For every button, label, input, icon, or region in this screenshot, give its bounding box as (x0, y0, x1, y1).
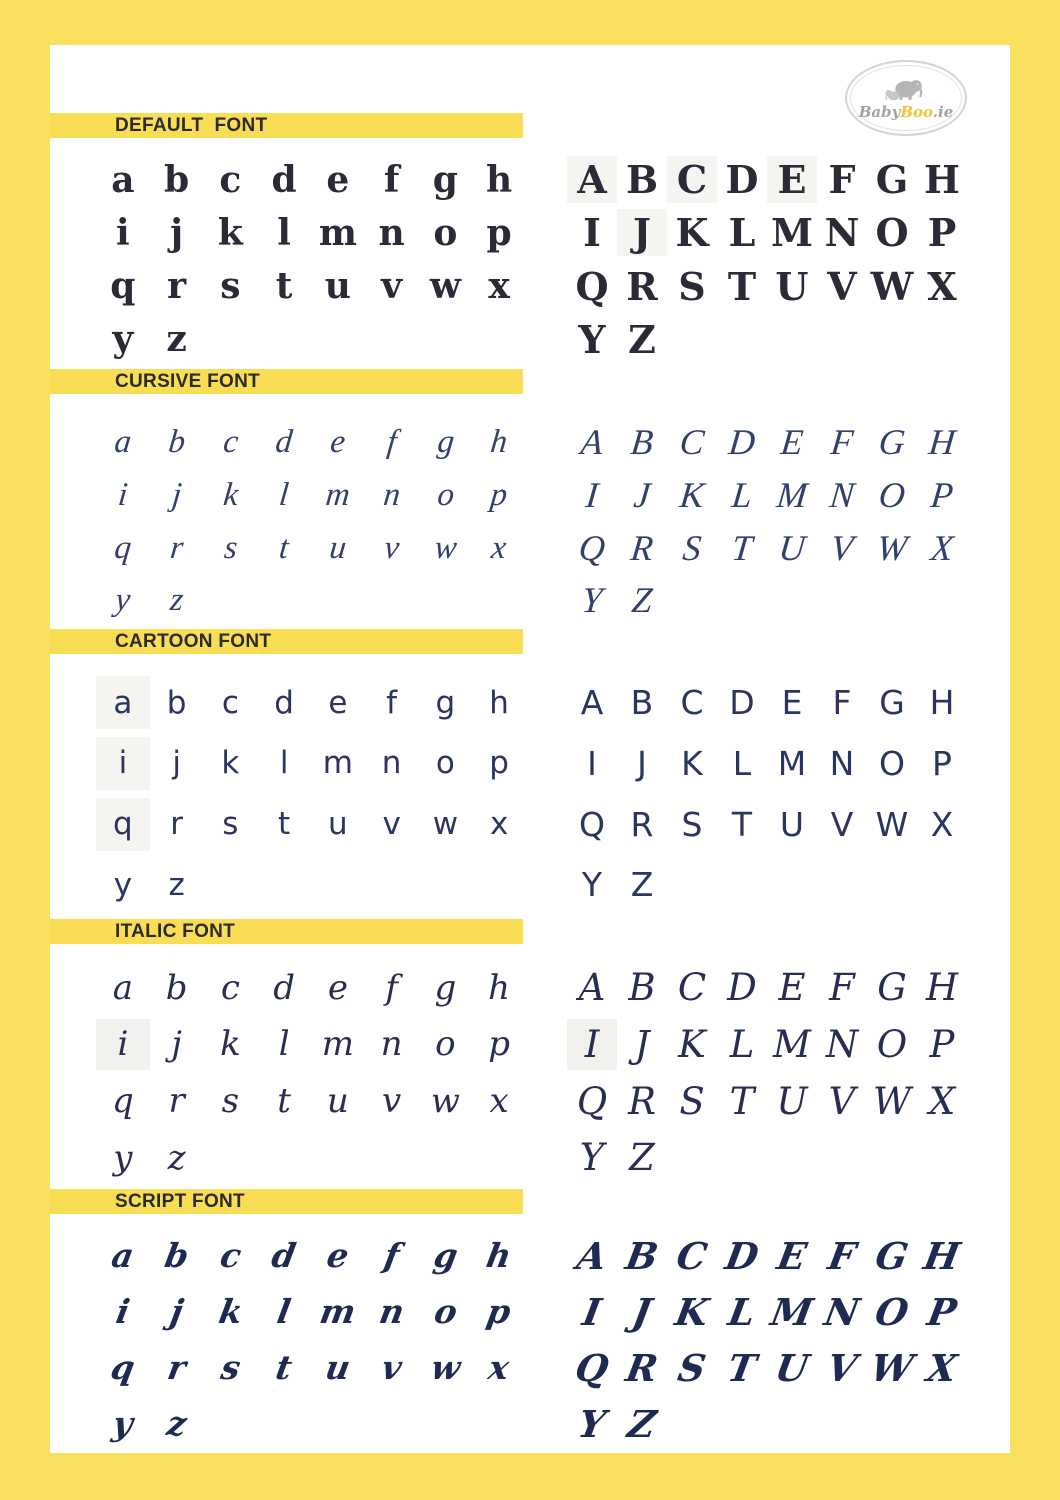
brand-part-baby: Baby (858, 103, 901, 121)
letter-cell: d (274, 423, 295, 460)
letter-cell: u (324, 265, 351, 307)
letter-cell: l (277, 211, 291, 254)
uppercase-grid (567, 1228, 967, 1452)
letter-cell: x (489, 529, 509, 565)
letter-cell: v (382, 806, 401, 842)
letter-cell: x (488, 265, 510, 307)
lowercase-grid (96, 676, 526, 919)
letter-cell: m (324, 476, 352, 513)
letter-cell: y (113, 866, 133, 903)
letter-cell: l (278, 1024, 290, 1065)
section-italic-font (50, 919, 1010, 1189)
letter-cell: Y (578, 316, 606, 362)
letter-cell: w (432, 529, 459, 565)
letter-cell: k (221, 745, 240, 782)
section-script-font (50, 1189, 1010, 1452)
letter-cell: b (166, 684, 187, 721)
letter-cell: Q (576, 1079, 608, 1123)
letter-cell: a (108, 1236, 138, 1275)
letter-cell: n (376, 1292, 408, 1331)
letter-cell: p (488, 1024, 510, 1065)
letter-cell: k (217, 211, 243, 254)
section-cartoon-font (50, 629, 1010, 919)
letter-cell: Z (629, 1136, 655, 1180)
letter-cell: I (587, 743, 597, 783)
letter-cell: Z (628, 316, 656, 362)
brand-text (859, 105, 954, 120)
letter-cell: E (778, 422, 806, 462)
letter-cell: R (622, 1345, 662, 1390)
letter-cell: j (171, 1024, 182, 1065)
letter-cell: w (429, 265, 461, 307)
letter-cell: I (583, 474, 601, 515)
letter-cell: s (222, 529, 239, 565)
letter-cell: p (484, 1292, 515, 1331)
letter-cell: e (328, 684, 348, 721)
letter-cell: h (483, 1236, 515, 1275)
letter-cell: P (932, 743, 952, 783)
letter-cell: r (170, 806, 183, 842)
letter-cell: K (672, 1289, 712, 1334)
letter-cell: s (217, 1348, 244, 1387)
section-header-bar (50, 369, 523, 394)
letter-cell: A (567, 156, 617, 203)
letter-cell: x (485, 1348, 513, 1387)
letter-cell: a (112, 967, 134, 1008)
letter-cell: I (583, 210, 601, 256)
letter-cell: g (432, 158, 458, 201)
letter-cell: X (927, 263, 957, 309)
letter-cell: i (96, 1019, 150, 1070)
letter-cell: l (274, 1292, 294, 1331)
letter-cell: J (634, 1022, 650, 1066)
letter-cell: D (727, 966, 757, 1009)
letter-cell: r (168, 529, 185, 565)
letter-cell: b (166, 423, 187, 460)
letter-cell: L (729, 474, 755, 515)
letter-cell: A (580, 683, 604, 722)
letter-cell: f (386, 684, 398, 721)
letter-cell: q (96, 798, 150, 851)
letter-cell: g (430, 1236, 461, 1275)
letter-cell: K (677, 474, 707, 515)
letter-cell: d (269, 1236, 300, 1275)
letter-cell: Q (571, 1345, 612, 1390)
letter-cell: M (774, 474, 810, 515)
letter-cell: V (830, 804, 854, 844)
letter-cell: H (926, 422, 958, 462)
letter-cell: n (381, 476, 402, 513)
letter-cell: G (876, 422, 908, 462)
letter-cell: Y (579, 580, 605, 621)
letter-cell: S (678, 263, 706, 309)
letter-cell: e (326, 158, 350, 201)
letter-cell: J (637, 743, 647, 783)
letter-cell: r (168, 1081, 185, 1121)
letter-cell: J (631, 474, 653, 515)
letter-cell: D (726, 422, 758, 462)
letter-cell: T (727, 263, 757, 309)
letter-cell: S (679, 1079, 705, 1123)
letter-cell: F (828, 422, 856, 462)
letter-cell: B (622, 1233, 662, 1278)
letter-cell: L (728, 210, 756, 256)
letter-cell: b (165, 967, 188, 1008)
letter-cell: M (773, 1022, 811, 1066)
letter-cell: a (111, 158, 135, 201)
letter-cell: u (326, 1081, 349, 1121)
letter-cell: X (923, 1345, 961, 1390)
letter-cell: V (823, 1345, 861, 1390)
letter-cell: K (675, 210, 709, 256)
section-default-font (50, 113, 1010, 369)
letter-cell: c (219, 158, 242, 201)
letter-cell: C (680, 683, 704, 722)
letter-cell: z (167, 1137, 186, 1178)
letter-cell: W (867, 1345, 917, 1390)
letter-cell: F (824, 1233, 860, 1278)
letter-cell: h (489, 684, 509, 721)
section-cursive-font (50, 369, 1010, 629)
lowercase-grid (96, 418, 526, 629)
letter-cell: z (168, 866, 185, 903)
section-title: CARTOON FONT (115, 630, 272, 652)
letter-cell: g (435, 684, 456, 721)
letter-cell: E (778, 966, 806, 1009)
letter-cell: e (328, 423, 348, 460)
letter-cell: d (273, 967, 295, 1008)
letter-cell: e (323, 1236, 352, 1275)
letter-cell: n (378, 211, 405, 254)
section-title: ITALIC FONT (115, 920, 236, 942)
letter-cell: t (273, 1348, 296, 1387)
letter-cell: c (220, 967, 240, 1008)
letter-cell: o (430, 1292, 460, 1331)
letter-cell: B (628, 966, 656, 1009)
letter-cell: G (875, 157, 909, 202)
letter-cell: Z (630, 865, 654, 905)
letter-cell: F (828, 157, 856, 202)
letter-cell: T (729, 527, 755, 568)
letter-cell: z (166, 318, 187, 361)
letter-cell: s (222, 806, 239, 842)
letter-cell: w (430, 1081, 460, 1121)
section-title: CURSIVE FONT (115, 370, 261, 392)
letter-cell: f (381, 1236, 403, 1275)
letter-cell: A (578, 422, 606, 462)
letter-cell: Q (576, 527, 608, 568)
letter-cell: s (220, 265, 241, 307)
letter-cell: O (875, 210, 909, 256)
letter-samples (50, 1214, 1010, 1452)
letter-cell: n (380, 1024, 403, 1065)
letter-cell: C (667, 156, 717, 203)
letter-cell: c (221, 423, 240, 460)
letter-samples (50, 394, 1010, 629)
letter-cell: v (381, 265, 403, 307)
letter-cell: Y (579, 1136, 605, 1180)
letter-cell: R (626, 263, 658, 309)
letter-cell: z (168, 581, 185, 618)
letter-cell: Q (579, 804, 605, 844)
letter-cell: h (488, 967, 511, 1008)
letter-cell: a (96, 676, 150, 729)
letter-cell: j (172, 745, 181, 782)
section-header-bar (50, 629, 523, 654)
letter-cell: G (877, 966, 907, 1009)
letter-cell: S (674, 1345, 710, 1390)
letter-cell: K (678, 1022, 706, 1066)
lowercase-grid (96, 962, 526, 1189)
letter-cell: B (630, 683, 654, 722)
letter-cell: Y (574, 1401, 610, 1446)
letter-cell: q (112, 529, 134, 565)
letter-cell: v (382, 529, 401, 565)
letter-cell: T (724, 1345, 760, 1390)
brand-part-boo: Boo (900, 103, 933, 121)
letter-cell: j (170, 476, 184, 513)
letter-samples (50, 944, 1010, 1189)
letter-cell: t (278, 806, 291, 842)
letter-cell: y (113, 581, 133, 618)
babyboo-logo (845, 60, 967, 136)
letter-cell: N (827, 474, 857, 515)
letter-cell: b (161, 1236, 192, 1275)
letter-cell: I (579, 1289, 605, 1334)
letter-cell: b (164, 158, 190, 201)
letter-cell: O (879, 743, 905, 783)
letter-cell: J (629, 1289, 655, 1334)
letter-cell: W (870, 263, 914, 309)
letter-cell: H (920, 1233, 964, 1278)
letter-cell: p (486, 211, 512, 254)
letter-cell: L (725, 1289, 759, 1334)
letter-cell: G (872, 1233, 912, 1278)
letter-cell: y (109, 1404, 136, 1443)
letter-cell: f (385, 423, 399, 460)
letter-cell: p (489, 745, 509, 782)
letter-samples (50, 654, 1010, 919)
uppercase-grid (567, 156, 967, 369)
letter-cell: H (929, 683, 955, 722)
letter-cell: R (628, 527, 656, 568)
letter-cell: m (321, 1024, 354, 1065)
letter-cell: E (781, 683, 803, 722)
section-title: SCRIPT FONT (115, 1190, 245, 1212)
letter-cell: t (277, 1081, 291, 1121)
letter-cell: U (779, 804, 805, 844)
letter-cell: N (829, 743, 855, 783)
letter-cell: u (328, 806, 348, 842)
uppercase-grid (567, 676, 967, 919)
letter-cell: d (271, 158, 297, 201)
letter-cell: x (489, 1081, 509, 1121)
letter-cell: Q (575, 263, 609, 309)
letter-cell: U (776, 1079, 808, 1123)
letter-cell: q (107, 1348, 138, 1387)
letter-cell: M (777, 743, 807, 783)
letter-samples (50, 138, 1010, 369)
letter-cell: a (112, 423, 134, 460)
letter-cell: r (164, 1348, 189, 1387)
brand-part-ie: .ie (932, 103, 954, 121)
letter-cell: Z (624, 1401, 660, 1446)
section-header-bar (50, 919, 523, 944)
letter-cell: x (489, 806, 509, 842)
letter-cell: o (435, 476, 456, 513)
letter-cell: i (116, 476, 130, 513)
letter-cell: o (435, 745, 455, 782)
letter-cell: H (925, 966, 959, 1009)
letter-cell: E (767, 156, 817, 203)
letter-cell: n (381, 745, 402, 782)
uppercase-grid (567, 418, 967, 629)
letter-cell: N (824, 210, 860, 256)
lowercase-grid (96, 1228, 526, 1452)
letter-cell: z (163, 1404, 190, 1443)
letter-cell: C (677, 966, 707, 1009)
letter-cell: R (628, 1079, 656, 1123)
letter-cell: D (725, 157, 759, 202)
letter-cell: k (215, 1292, 246, 1331)
letter-cell: j (170, 211, 184, 254)
letter-cell: N (821, 1289, 863, 1334)
letter-cell: P (928, 474, 956, 515)
letter-cell: C (677, 422, 707, 462)
letter-cell: S (680, 527, 704, 568)
section-header-bar (50, 1189, 523, 1214)
letter-cell: A (578, 966, 606, 1009)
letter-cell: O (876, 1022, 908, 1066)
letter-cell: c (216, 1236, 244, 1275)
letter-cell: T (731, 804, 753, 844)
letter-cell: E (774, 1233, 810, 1278)
letter-cell: X (930, 804, 954, 844)
letter-cell: D (722, 1233, 762, 1278)
letter-cell: f (383, 158, 400, 201)
letter-cell: A (573, 1233, 611, 1278)
letter-cell: X (928, 527, 956, 568)
letter-cell: i (113, 1292, 133, 1331)
letter-cell: D (729, 683, 755, 722)
letter-cell: M (770, 210, 814, 256)
uppercase-grid (567, 962, 967, 1189)
letter-cell: s (221, 1081, 240, 1121)
letter-cell: k (220, 1024, 241, 1065)
letter-cell: O (876, 474, 908, 515)
letter-cell: h (486, 158, 513, 201)
letter-cell: J (617, 209, 667, 256)
letter-cell: M (767, 1289, 817, 1334)
letter-cell: m (322, 745, 353, 782)
letter-cell: l (277, 476, 291, 513)
letter-cell: j (167, 1292, 187, 1331)
letter-cell: S (681, 804, 703, 844)
letter-cell: o (433, 211, 458, 254)
letter-cell: Z (629, 580, 655, 621)
letter-cell: r (167, 265, 187, 307)
letter-cell: e (327, 967, 348, 1008)
letter-cell: Y (581, 865, 603, 905)
letter-cell: m (316, 1292, 359, 1331)
letter-cell: V (827, 263, 857, 309)
letter-cell: u (327, 529, 349, 565)
letter-cell: U (775, 263, 809, 309)
letter-cell: K (681, 743, 703, 783)
letter-cell: i (96, 737, 150, 790)
letter-cell: F (832, 683, 852, 722)
letter-cell: U (776, 527, 808, 568)
letter-cell: X (928, 1079, 956, 1123)
letter-cell: c (221, 684, 239, 721)
letter-cell: W (872, 1079, 912, 1123)
page-content (50, 45, 1010, 1453)
letter-cell: q (111, 1081, 134, 1121)
letter-cell: O (871, 1289, 912, 1334)
letter-cell: F (829, 966, 855, 1009)
letter-cell: P (929, 1022, 955, 1066)
letter-cell: k (221, 476, 240, 513)
lowercase-grid (96, 156, 526, 369)
letter-cell: W (875, 804, 909, 844)
letter-cell: L (729, 1022, 755, 1066)
letter-cell: w (432, 806, 459, 842)
letter-cell: y (113, 1137, 133, 1178)
letter-cell: G (879, 683, 905, 722)
letter-cell: U (771, 1345, 813, 1390)
letter-cell: t (275, 265, 293, 307)
letter-cell: h (489, 423, 510, 460)
letter-cell: I (567, 1019, 617, 1070)
letter-cell: f (385, 967, 398, 1008)
letter-cell: B (625, 157, 659, 202)
letter-cell: v (382, 1081, 402, 1121)
letter-cell: W (874, 527, 910, 568)
letter-cell: H (924, 157, 960, 202)
letter-cell: y (112, 318, 134, 361)
section-title: DEFAULT FONT (115, 114, 268, 136)
letter-cell: T (729, 1079, 755, 1123)
letter-cell: N (825, 1022, 859, 1066)
letter-cell: P (924, 1289, 960, 1334)
letter-cell: V (828, 1079, 856, 1123)
letter-cell: t (277, 529, 291, 565)
letter-cell: l (279, 745, 289, 782)
letter-cell: o (435, 1024, 456, 1065)
section-header-bar (50, 113, 523, 138)
elephant-icon (881, 76, 931, 104)
letter-cell: g (434, 967, 457, 1008)
letter-cell: p (489, 476, 510, 513)
letter-cell: d (274, 684, 294, 721)
letter-cell: B (628, 422, 656, 462)
letter-cell: V (828, 527, 856, 568)
letter-cell: m (318, 211, 357, 254)
letter-cell: w (427, 1348, 464, 1387)
letter-cell: q (110, 265, 136, 307)
letter-cell: L (732, 743, 752, 783)
letter-cell: P (927, 210, 957, 256)
letter-cell: v (378, 1348, 405, 1387)
letter-cell: i (116, 211, 130, 254)
letter-cell: R (630, 804, 654, 844)
letter-cell: C (673, 1233, 711, 1278)
letter-cell: u (322, 1348, 354, 1387)
letter-cell: g (435, 423, 456, 460)
